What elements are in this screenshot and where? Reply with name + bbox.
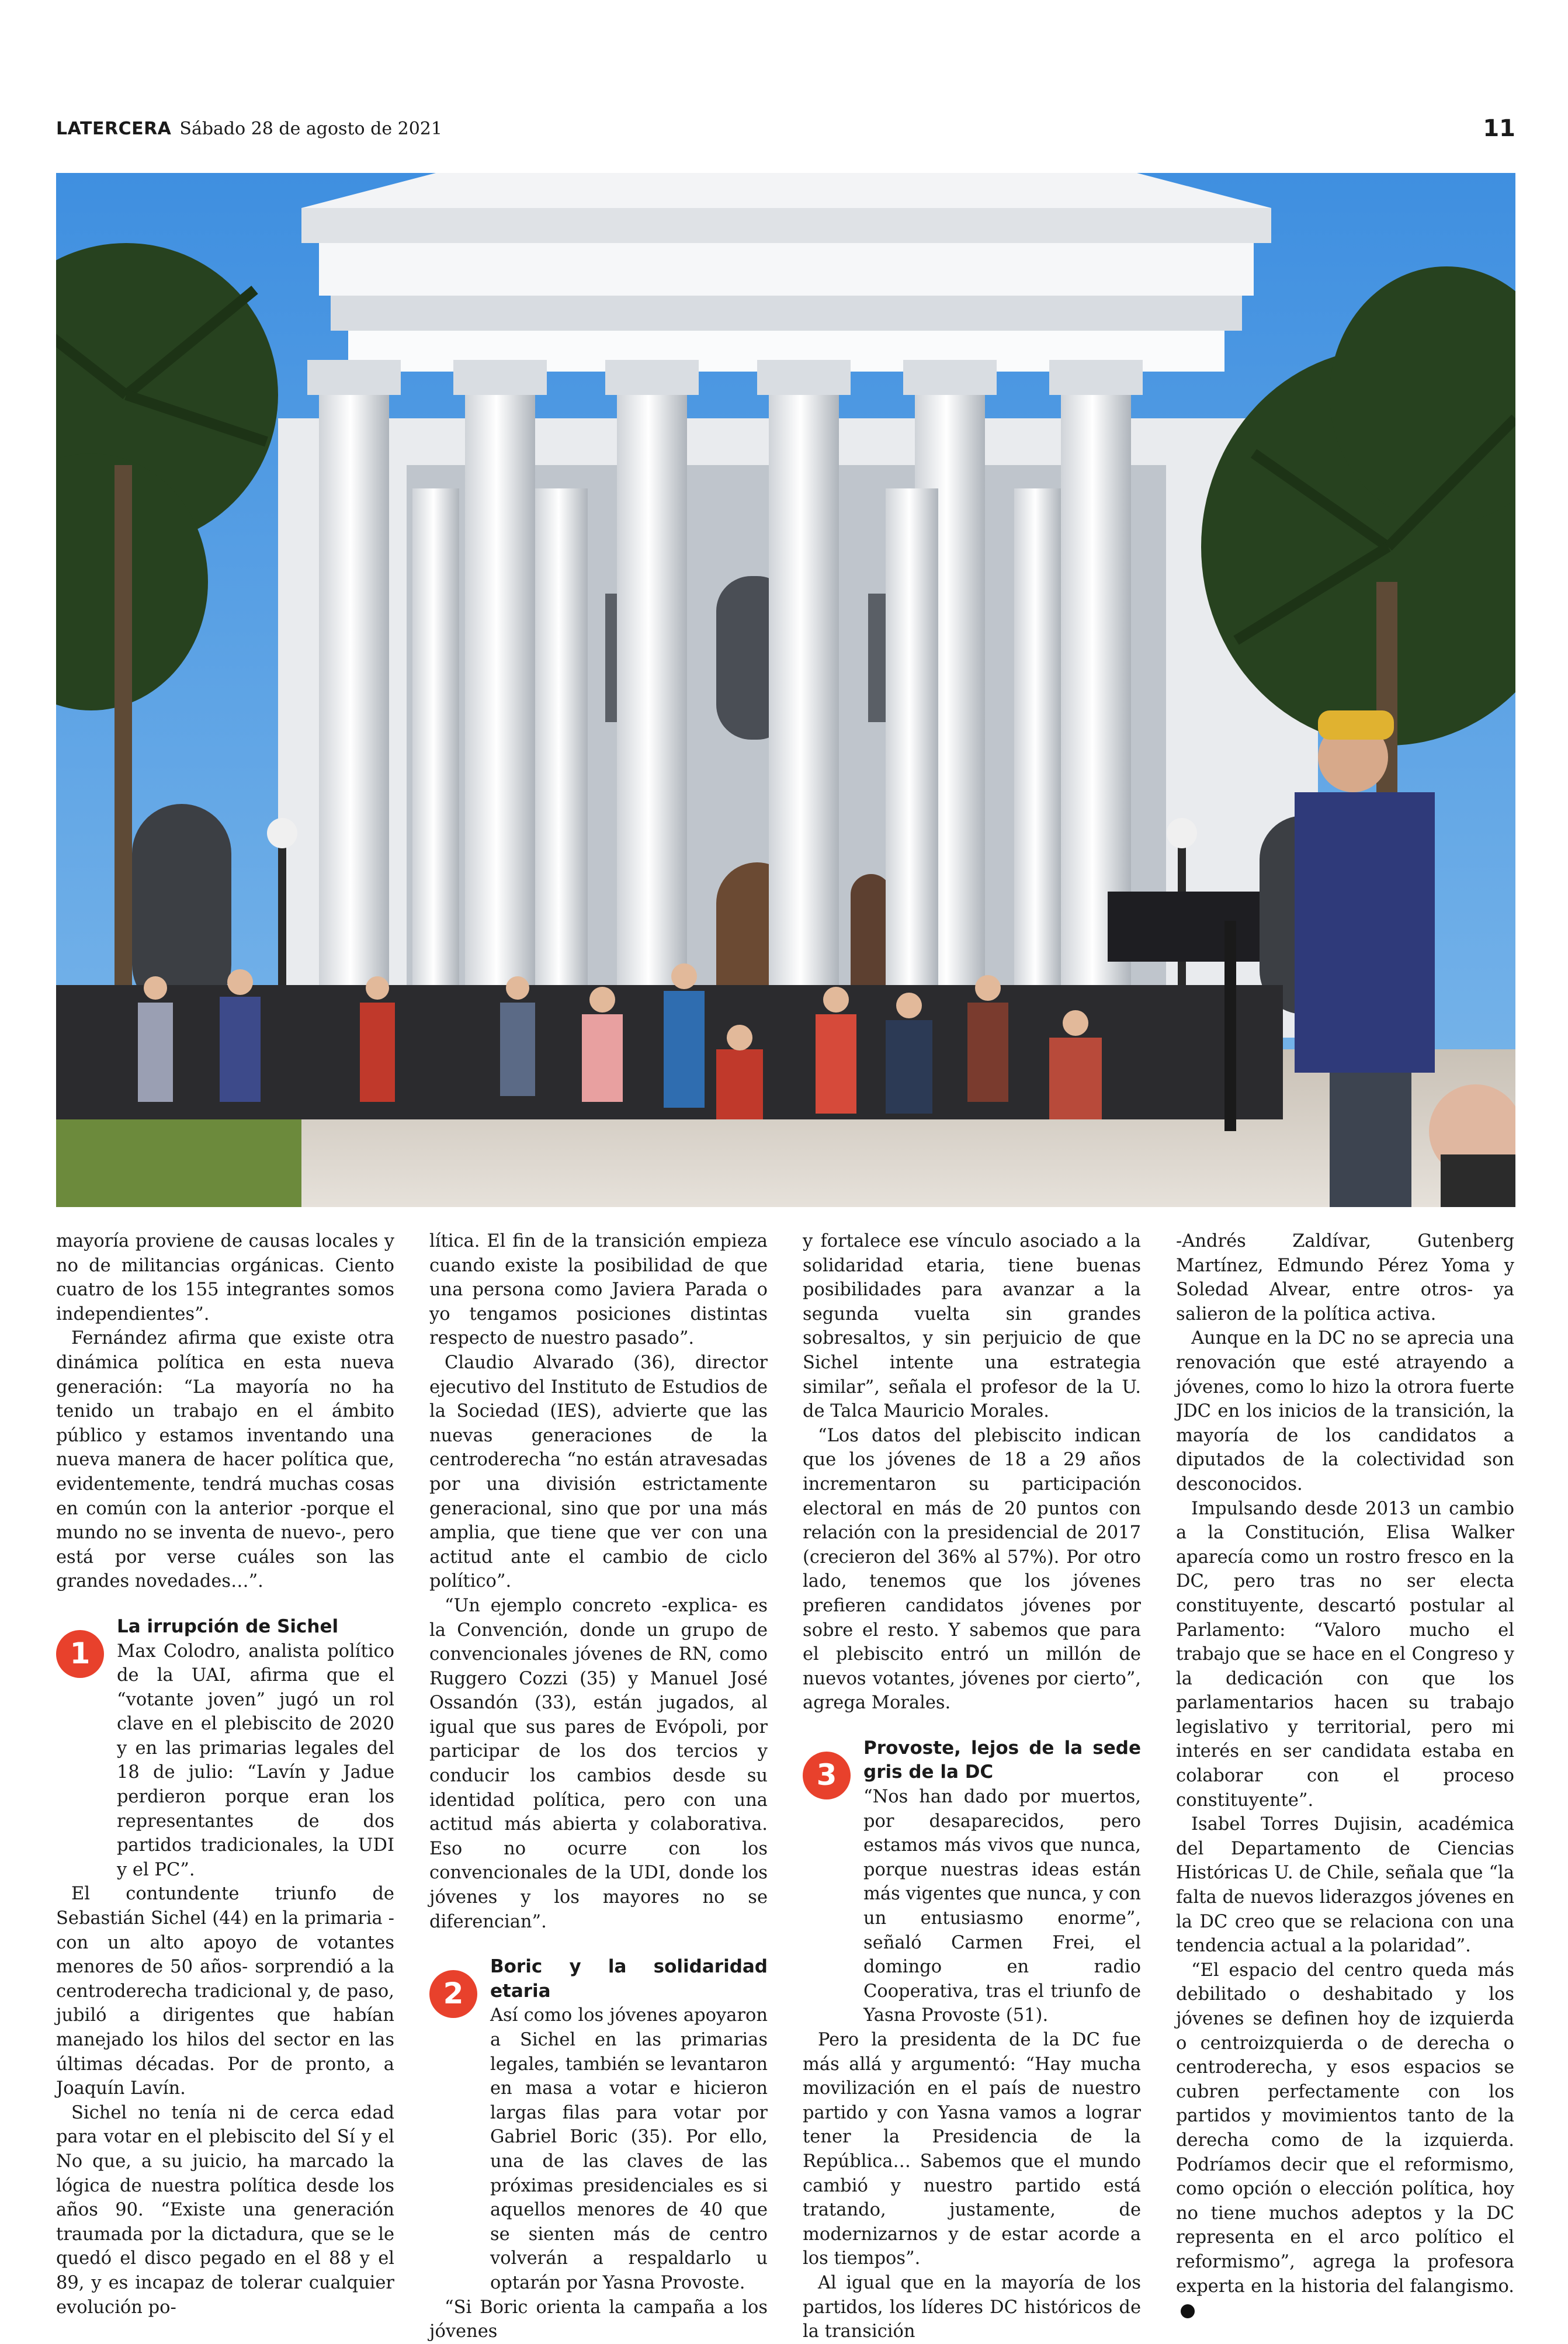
paragraph: “Si Boric orienta la campaña a los jóvenes xyxy=(429,2297,768,2342)
article-column-1 xyxy=(56,1229,394,2318)
photo-illustration xyxy=(56,173,1515,1207)
paragraph: Max Colodro, analista político de la UAI, afirma que el “votante joven” jugó un rol clave en el plebiscito de 2020 y en las primarias legales del 18 de julio: “Lavín y Jadue perdieron porque eran los representantes de dos partidos tradicionales, la UDI y el PC”. xyxy=(117,1641,394,1880)
section-3 xyxy=(803,1736,1141,2344)
paragraph: Al igual que en la mayoría de los partidos, los líderes DC históricos de la transición xyxy=(803,2272,1141,2342)
paragraph: “Los datos del plebiscito indican que los jóvenes de 18 a 29 años incrementaron su participación electoral en más de 20 puntos con relación con la presidencial de 2017 (crecieron del 36% al 57%). Por otro lado, tenemos que los jóvenes prefieren candidatos jóvenes por sobre el resto. Y sabemos que para el plebiscito entró un millón de nuevos votantes, jóvenes por cierto”, agrega Morales. xyxy=(803,1425,1141,1714)
section-title: Provoste, lejos de la sede gris de la DC xyxy=(863,1737,1141,1783)
paragraph: y fortalece ese vínculo asociado a la solidaridad etaria, tiene buenas posibilidades para avanzar a la segunda vuelta sin grandes sobresaltos, y sin perjuicio de que Sichel intente una estrategia similar”, señala el profesor de la U. de Talca Mauricio Morales. xyxy=(803,1231,1141,1422)
end-of-article-dot xyxy=(1181,2304,1195,2318)
paragraph: Aunque en la DC no se aprecia una renovación que esté atrayendo a jóvenes, como lo hizo la otrora fuerte JDC en los inicios de la transición, la mayoría de los candidatos a diputados de la colectividad son desconocidos. xyxy=(1176,1328,1514,1495)
paragraph: Así como los jóvenes apoyaron a Sichel en las primarias legales, también se levantaron en masa a votar e hicieron largas filas para votar por Gabriel Boric (35). Por ello, una de las claves de las próximas presidenciales es si aquellos menores de 40 que se sienten más de centro volverán a respaldarlo u optarán por Yasna Provoste. xyxy=(490,2005,768,2293)
paragraph: Claudio Alvarado (36), director ejecutivo del Instituto de Estudios de la Sociedad (IES), advierte que las nuevas generaciones de la centroderecha “no están atravesadas por una división estrictamente generacional, sino que por una más amplia, que tiene que ver con una actitud ante el cambio de ciclo político”. xyxy=(429,1352,768,1592)
section-number-badge: 3 xyxy=(803,1752,851,1799)
paragraph: Impulsando desde 2013 un cambio a la Constitución, Elisa Walker aparecía como un rostro fresco en la DC, pero tras no ser electa constituyente, descartó postular al Parlamento: “Valoro mucho el trabajo que se hace en el Congreso y la dedicación con que los parlamentarios hacen su trabajo legislativo y territorial, pero mi interés en ser candidata estaba en colaborar con el proceso constituyente”. xyxy=(1176,1498,1514,1811)
paragraph: Isabel Torres Dujisin, académica del Departamento de Ciencias Históricas U. de Chile, señala que “la falta de nuevos liderazgos jóvenes en la DC creo que se relaciona con una tendencia actual a la polaridad”. xyxy=(1176,1814,1514,1957)
section-header xyxy=(803,1736,1141,2028)
paragraph: Fernández afirma que existe otra dinámica política en esta nueva generación: “La mayoría no ha tenido un trabajo en el ámbito público y estamos inventando una nueva manera de hacer política que, evidentemente, tendrá muchas cosas en común con la anterior -porque el mundo no se inventa de nuevo-, pero está por verse cuáles son las grandes novedades…”. xyxy=(56,1328,394,1592)
paragraph: Sichel no tenía ni de cerca edad para votar en el plebiscito del Sí y el No que, a su juicio, ha marcado la lógica de nuestra política desde los años 90. “Existe una generación traumada por la dictadura, que se le quedó el disco pegado en el 88 y el 89, y es incapaz de tolerar cualquier evolución po- xyxy=(56,2102,394,2318)
section-number-badge: 1 xyxy=(56,1630,104,1678)
paragraph-text: “El espacio del centro queda más debilitado o deshabitado y los jóvenes se definen hoy de izquierda o centroizquierda o de derecha o centroderecha, y esos espacios se cubren perfectamente con los partidos y movimientos tanto de la derecha como de la izquierda. Podríamos decir que el reformismo, como opción o elección política, hoy no tiene muchos adeptos y la DC representa en el arco político el reformismo”, agrega la profesora experta en la historia del falangismo. xyxy=(1176,1960,1514,2297)
article-column-3 xyxy=(803,1229,1141,2342)
paragraph: -Andrés Zaldívar, Gutenberg Martínez, Edmundo Pérez Yoma y Soledad Alvear, entre otros- ya salieron de la política activa. xyxy=(1176,1231,1514,1324)
paragraph: lítica. El fin de la transición empieza cuando existe la posibilidad de que una persona como Javiera Parada o yo tengamos posiciones distintas respecto de nuestro pasado”. xyxy=(429,1231,768,1349)
page-number: 11 xyxy=(1483,115,1515,142)
article-column-4 xyxy=(1176,1229,1514,2297)
paragraph: Pero la presidenta de la DC fue más allá y argumentó: “Hay mucha movilización en el país de nuestro partido y con Yasna vamos a lograr tener la Presidencia de la República… Sabemos que el mundo cambió y nuestro partido está tratando, justamente, de modernizarnos y de estar acorde a los tiempos”. xyxy=(803,2030,1141,2269)
section-1 xyxy=(56,1615,394,2319)
section-header xyxy=(56,1615,394,1882)
paragraph: El contundente triunfo de Sebastián Sichel (44) en la primaria -con un alto apoyo de votantes menores de 50 años- sorprendió a la centroderecha tradicional y, de paso, jubiló a dirigentes que habían manejado los hilos del sector en las últimas décadas. Por de pronto, a Joaquín Lavín. xyxy=(56,1884,394,2099)
masthead xyxy=(56,119,442,139)
paragraph-final xyxy=(1176,1958,1514,2323)
paragraph: mayoría proviene de causas locales y no de militancias orgánicas. Ciento cuatro de los 155 integrantes somos independientes”. xyxy=(56,1231,394,1324)
article-column-2 xyxy=(429,1229,768,2342)
paragraph: “Nos han dado por muertos, por desaparecidos, pero estamos más vivos que nunca, porque nuestras ideas están más vigentes que nunca, y con un entusiasmo enorme”, señaló Carmen Frei, el domingo en radio Cooperativa, tras el triunfo de Yasna Provoste (51). xyxy=(863,1787,1141,2026)
congress-building-crowd-photo xyxy=(56,173,1515,1207)
newspaper-brand: LATERCERA xyxy=(56,118,172,139)
publication-date: Sábado 28 de agosto de 2021 xyxy=(179,118,442,139)
section-number-badge: 2 xyxy=(429,1970,477,2018)
section-title: La irrupción de Sichel xyxy=(117,1615,339,1637)
article-body xyxy=(56,1229,1515,2342)
section-title: Boric y la solidaridad etaria xyxy=(490,1956,768,2002)
section-header xyxy=(429,1955,768,2295)
section-2 xyxy=(429,1955,768,2344)
paragraph: “Un ejemplo concreto -explica- es la Convención, donde un grupo de convencionales jóvenes de RN, como Ruggero Cozzi (35) y Manuel José Ossandón (33), están jugados, al igual que sus pares de Evópoli, por participar de los dos tercios y conducir los cambios desde su identidad política, pero con una actitud más abierta y colaborativa. Eso no ocurre con los convencionales de la UDI, donde los jóvenes y los mayores no se diferencian”. xyxy=(429,1595,768,1932)
page-header xyxy=(56,111,1515,146)
